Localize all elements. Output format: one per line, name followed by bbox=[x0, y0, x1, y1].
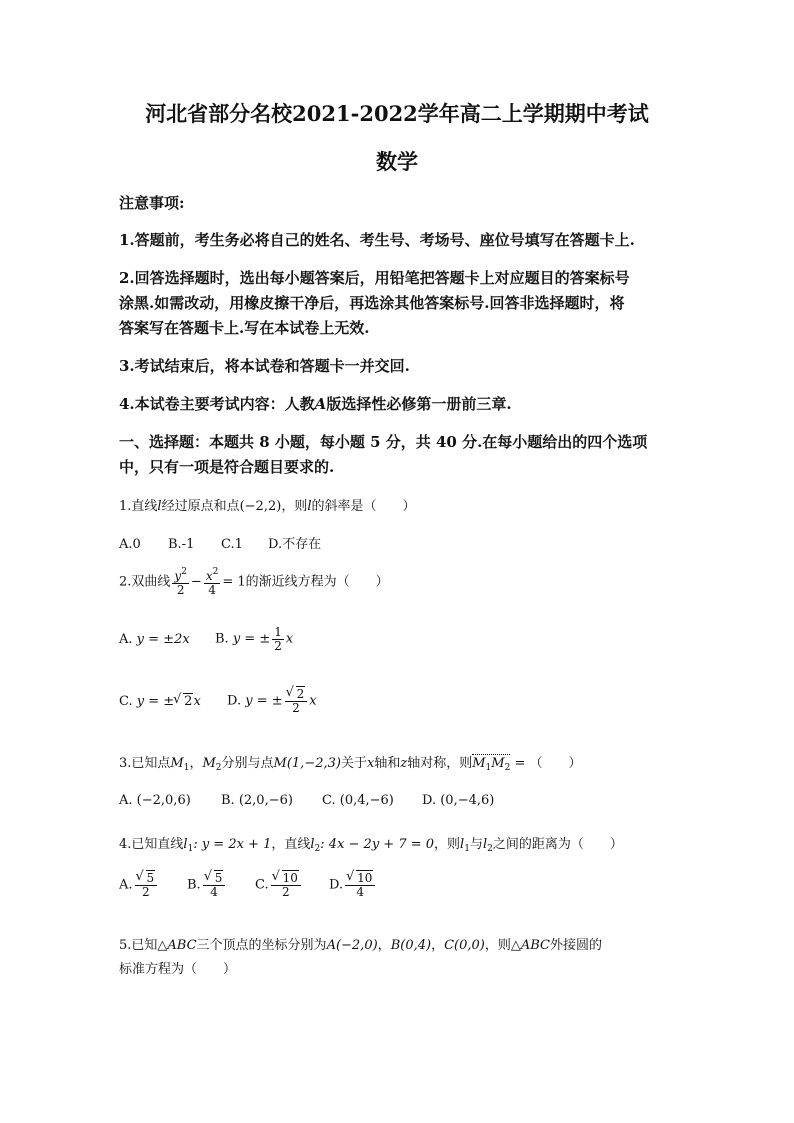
question-2-options-cd bbox=[119, 688, 317, 714]
q1-option-b[interactable]: B.-1 bbox=[168, 537, 195, 552]
note-2-line-2: 涂黑.如需改动，用橡皮擦干净后，再选涂其他答案标号.回答非选择题时，将 bbox=[119, 294, 625, 312]
note-2-line-3: 答案写在答题卡上.写在本试卷上无效. bbox=[119, 319, 370, 337]
q4-option-b[interactable]: B. √ $\frac{5}{4}$ bbox=[187, 872, 255, 898]
subject-title: 数学 bbox=[376, 149, 418, 174]
notes-heading: 注意事项: bbox=[119, 194, 185, 212]
question-5-stem-line-2: 标准方程为（ ） bbox=[119, 962, 237, 977]
q3-option-a[interactable]: A. (−2,0,6) bbox=[119, 793, 191, 808]
q3-option-c[interactable]: C. (0,4,−6) bbox=[322, 793, 394, 808]
q1-option-d[interactable]: D.不存在 bbox=[268, 537, 322, 552]
note-4: 4.本试卷主要考试内容：人教A版选择性必修第一册前三章. bbox=[119, 395, 512, 413]
exam-title: 河北省部分名校2021-2022学年高二上学期期中考试 bbox=[145, 101, 649, 126]
question-2-options-ab bbox=[119, 626, 293, 652]
note-1: 1.答题前，考生务必将自己的姓名、考生号、考场号、座位号填写在答题卡上. bbox=[119, 231, 635, 249]
section-heading-line-1: 一、选择题：本题共 8 小题，每小题 5 分，共 40 分.在每小题给出的四个选项 bbox=[119, 433, 648, 451]
q4-option-c[interactable]: C. √ $\frac{10}{2}$ bbox=[255, 872, 329, 898]
q3-option-b[interactable]: B. (2,0,−6) bbox=[221, 793, 293, 808]
q2-option-b[interactable]: B. y = ± $\frac{1}{2}$ x bbox=[215, 625, 294, 653]
question-3-stem: 3.已知点$M_1$，$M_2$分别与点M(1,−2,3)关于x轴和z轴对称，则$M_1M_2$ = （ ） bbox=[119, 756, 582, 773]
vector-m1m2: $M_1M_2$ bbox=[472, 756, 511, 773]
q1-option-c[interactable]: C.1 bbox=[221, 537, 243, 552]
question-1-options bbox=[119, 533, 321, 552]
note-2-line-1: 2.回答选择题时，选出每小题答案后，用铅笔把答题卡上对应题目的答案标号 bbox=[119, 269, 630, 287]
question-1-stem: 1.直线l经过原点和点(−2,2)，则l的斜率是（ ） bbox=[119, 499, 416, 514]
q3-option-d[interactable]: D. (0,−4,6) bbox=[422, 793, 495, 808]
question-4-stem: 4.已知直线$l_1$: y = 2x + 1，直线$l_2$: 4x − 2y + 7 = 0，则$l_1$与$l_2$之间的距离为（ ） bbox=[119, 837, 623, 854]
section-heading-line-2: 中，只有一项是符合题目要求的. bbox=[119, 458, 335, 476]
question-5-stem: 5.已知△ABC三个顶点的坐标分别为A(−2,0)，B(0,4)，C(0,0)，则△ABC外接圆的 bbox=[119, 938, 602, 953]
question-2-stem: 2.双曲线 $\frac{y^2}{2}$ − $\frac{x^2}{4}$ = 1的渐近线方程为（ ） bbox=[119, 567, 389, 597]
q1-option-a[interactable]: A.0 bbox=[119, 537, 141, 552]
q2-option-a[interactable]: A. y = ±2x bbox=[119, 631, 190, 647]
q4-option-d[interactable]: D. √ $\frac{10}{4}$ bbox=[329, 872, 377, 898]
note-3: 3.考试结束后，将本试卷和答题卡一并交回. bbox=[119, 357, 410, 375]
q4-option-a[interactable]: A. √ $\frac{5}{2}$ bbox=[119, 872, 187, 898]
question-3-options bbox=[119, 793, 494, 808]
question-4-options bbox=[119, 872, 377, 898]
q2-option-c[interactable]: C. y = ±√ 2x bbox=[119, 694, 227, 709]
q2-option-d[interactable]: D. y = ± √ $\frac{2}{2}$ x bbox=[227, 688, 317, 714]
